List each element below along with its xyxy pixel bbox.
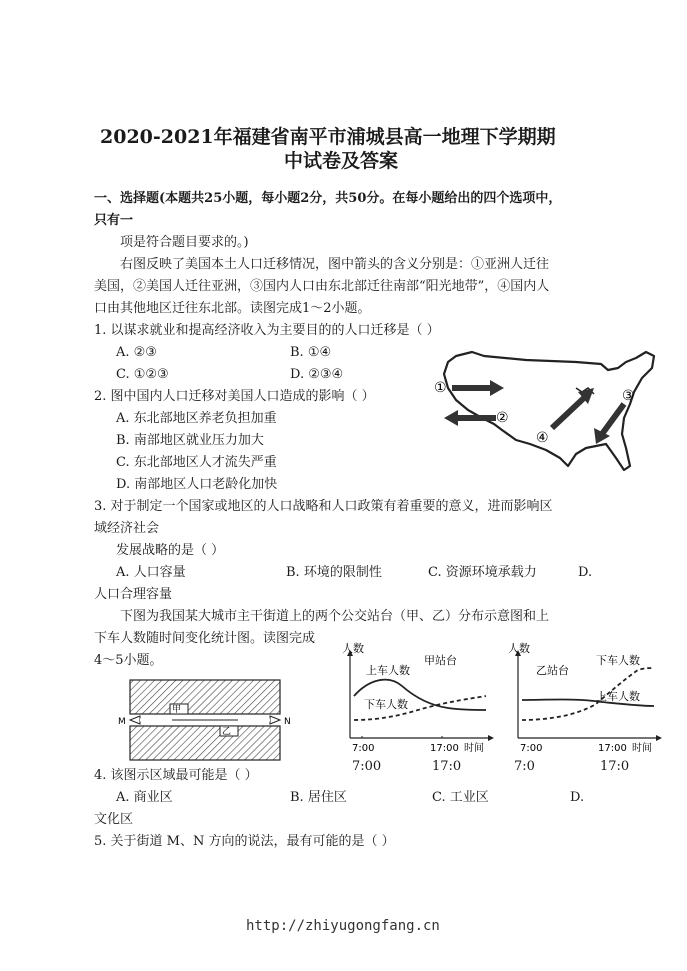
stop-yi-label: 乙 [222,727,232,737]
q3-option-c: C. 资源环境承载力 [428,565,537,580]
map-label-1: ① [434,380,447,396]
intro2-line2: 下车人数随时间变化统计图。读图完成 [94,631,316,646]
jia-tick-7: 7:00 [352,743,375,752]
q3-option-b: B. 环境的限制性 [286,565,382,580]
q4-option-c: C. 工业区 [432,790,489,805]
intro2-line1: 下图为我国某大城市主干街道上的两个公交站台（甲、乙）分布示意图和上 [120,609,550,624]
yi-station-label: 乙站台 [536,664,569,677]
q1-option-a: A. ②③ [116,345,157,360]
jia-alighting-label: 下车人数 [364,698,408,711]
chart-yi [506,640,668,752]
tick-row-d: 17:0 [600,759,630,774]
direction-m-label: M [118,717,126,727]
jia-ylabel: 人数 [342,642,364,655]
map-label-2: ② [496,410,509,426]
block-north [130,680,280,714]
q3-option-d-cont: 人口合理容量 [94,587,173,602]
yi-boarding-label: 上车人数 [596,690,640,703]
q5-stem: 5. 关于街道 M、N 方向的说法，最有可能的是（ ） [94,834,395,849]
block-south [130,726,280,760]
us-migration-map [426,348,666,486]
tick-row-c: 7:0 [514,759,535,774]
tick-row-a: 7:00 [352,759,382,774]
jia-xlabel: 时间 [464,743,484,752]
q4-option-a: A. 商业区 [116,790,173,805]
intro2-line3: 4～5小题。 [94,653,163,668]
q4-stem: 4. 该图示区域最可能是（ ） [94,768,258,783]
q2-stem: 2. 图中国内人口迁移对美国人口造成的影响（ ） [94,389,375,404]
map-label-4: ④ [536,430,549,446]
q4-option-b: B. 居住区 [290,790,347,805]
q1-option-c: C. ①②③ [116,367,169,382]
q3-option-d: D. [578,565,593,580]
stop-jia-label: 甲 [172,705,182,715]
jia-boarding-label: 上车人数 [366,664,410,677]
intro1-line2: 美国，②美国人迁往亚洲，③国内人口由东北部迁往南部“阳光地带”，④国内人 [94,279,550,294]
direction-n-label: N [284,717,291,727]
yi-tick-7: 7:00 [520,743,543,752]
q2-option-d: D. 南部地区人口老龄化加快 [116,477,278,492]
section-heading-cont: 只有一 [94,213,134,228]
intro1-line3: 口由其他地区迁往东北部。读图完成1～2小题。 [94,301,371,316]
footer-url[interactable]: http://zhiyugongfang.cn [246,918,440,934]
q2-option-b: B. 南部地区就业压力加大 [116,433,264,448]
yi-ylabel: 人数 [508,642,530,655]
jia-station-label: 甲站台 [424,654,457,667]
doc-title-line1: 2020-2021年福建省南平市浦城县高一地理下学期期 [100,126,556,148]
q2-option-c: C. 东北部地区人才流失严重 [116,455,277,470]
q1-stem: 1. 以谋求就业和提高经济收入为主要目的的人口迁移是（ ） [94,323,440,338]
jia-tick-17: 17:00 [430,743,459,752]
yi-alighting-label: 下车人数 [596,654,640,667]
tick-row-b: 17:0 [432,759,462,774]
section-heading: 一、选择题(本题共25小题，每小题2分，共50分。在每小题给出的四个选项中， [94,191,562,206]
map-label-3: ③ [622,388,635,404]
section-heading-cont2: 项是符合题目要求的。) [120,235,249,250]
yi-tick-17: 17:00 [598,743,627,752]
q1-option-b: B. ①④ [290,345,332,360]
q4-option-d-cont: 文化区 [94,812,134,827]
street-diagram [116,676,298,764]
q3-stem-line1: 3. 对于制定一个国家或地区的人口战略和人口政策有着重要的意义，进而影响区 [94,499,553,514]
intro1-line1: 右图反映了美国本土人口迁移情况，图中箭头的含义分别是：①亚洲人迁往 [120,257,550,272]
q3-stem-line2: 域经济社会 [94,521,160,536]
doc-title-line2: 中试卷及答案 [284,150,399,172]
q3-option-a: A. 人口容量 [116,565,186,580]
q3-stem-line3: 发展战略的是（ ） [116,543,225,558]
chart-jia [338,640,500,752]
yi-xlabel: 时间 [632,743,652,752]
q4-option-d: D. [570,790,585,805]
q1-option-d: D. ②③④ [290,367,344,382]
q2-option-a: A. 东北部地区养老负担加重 [116,411,277,426]
